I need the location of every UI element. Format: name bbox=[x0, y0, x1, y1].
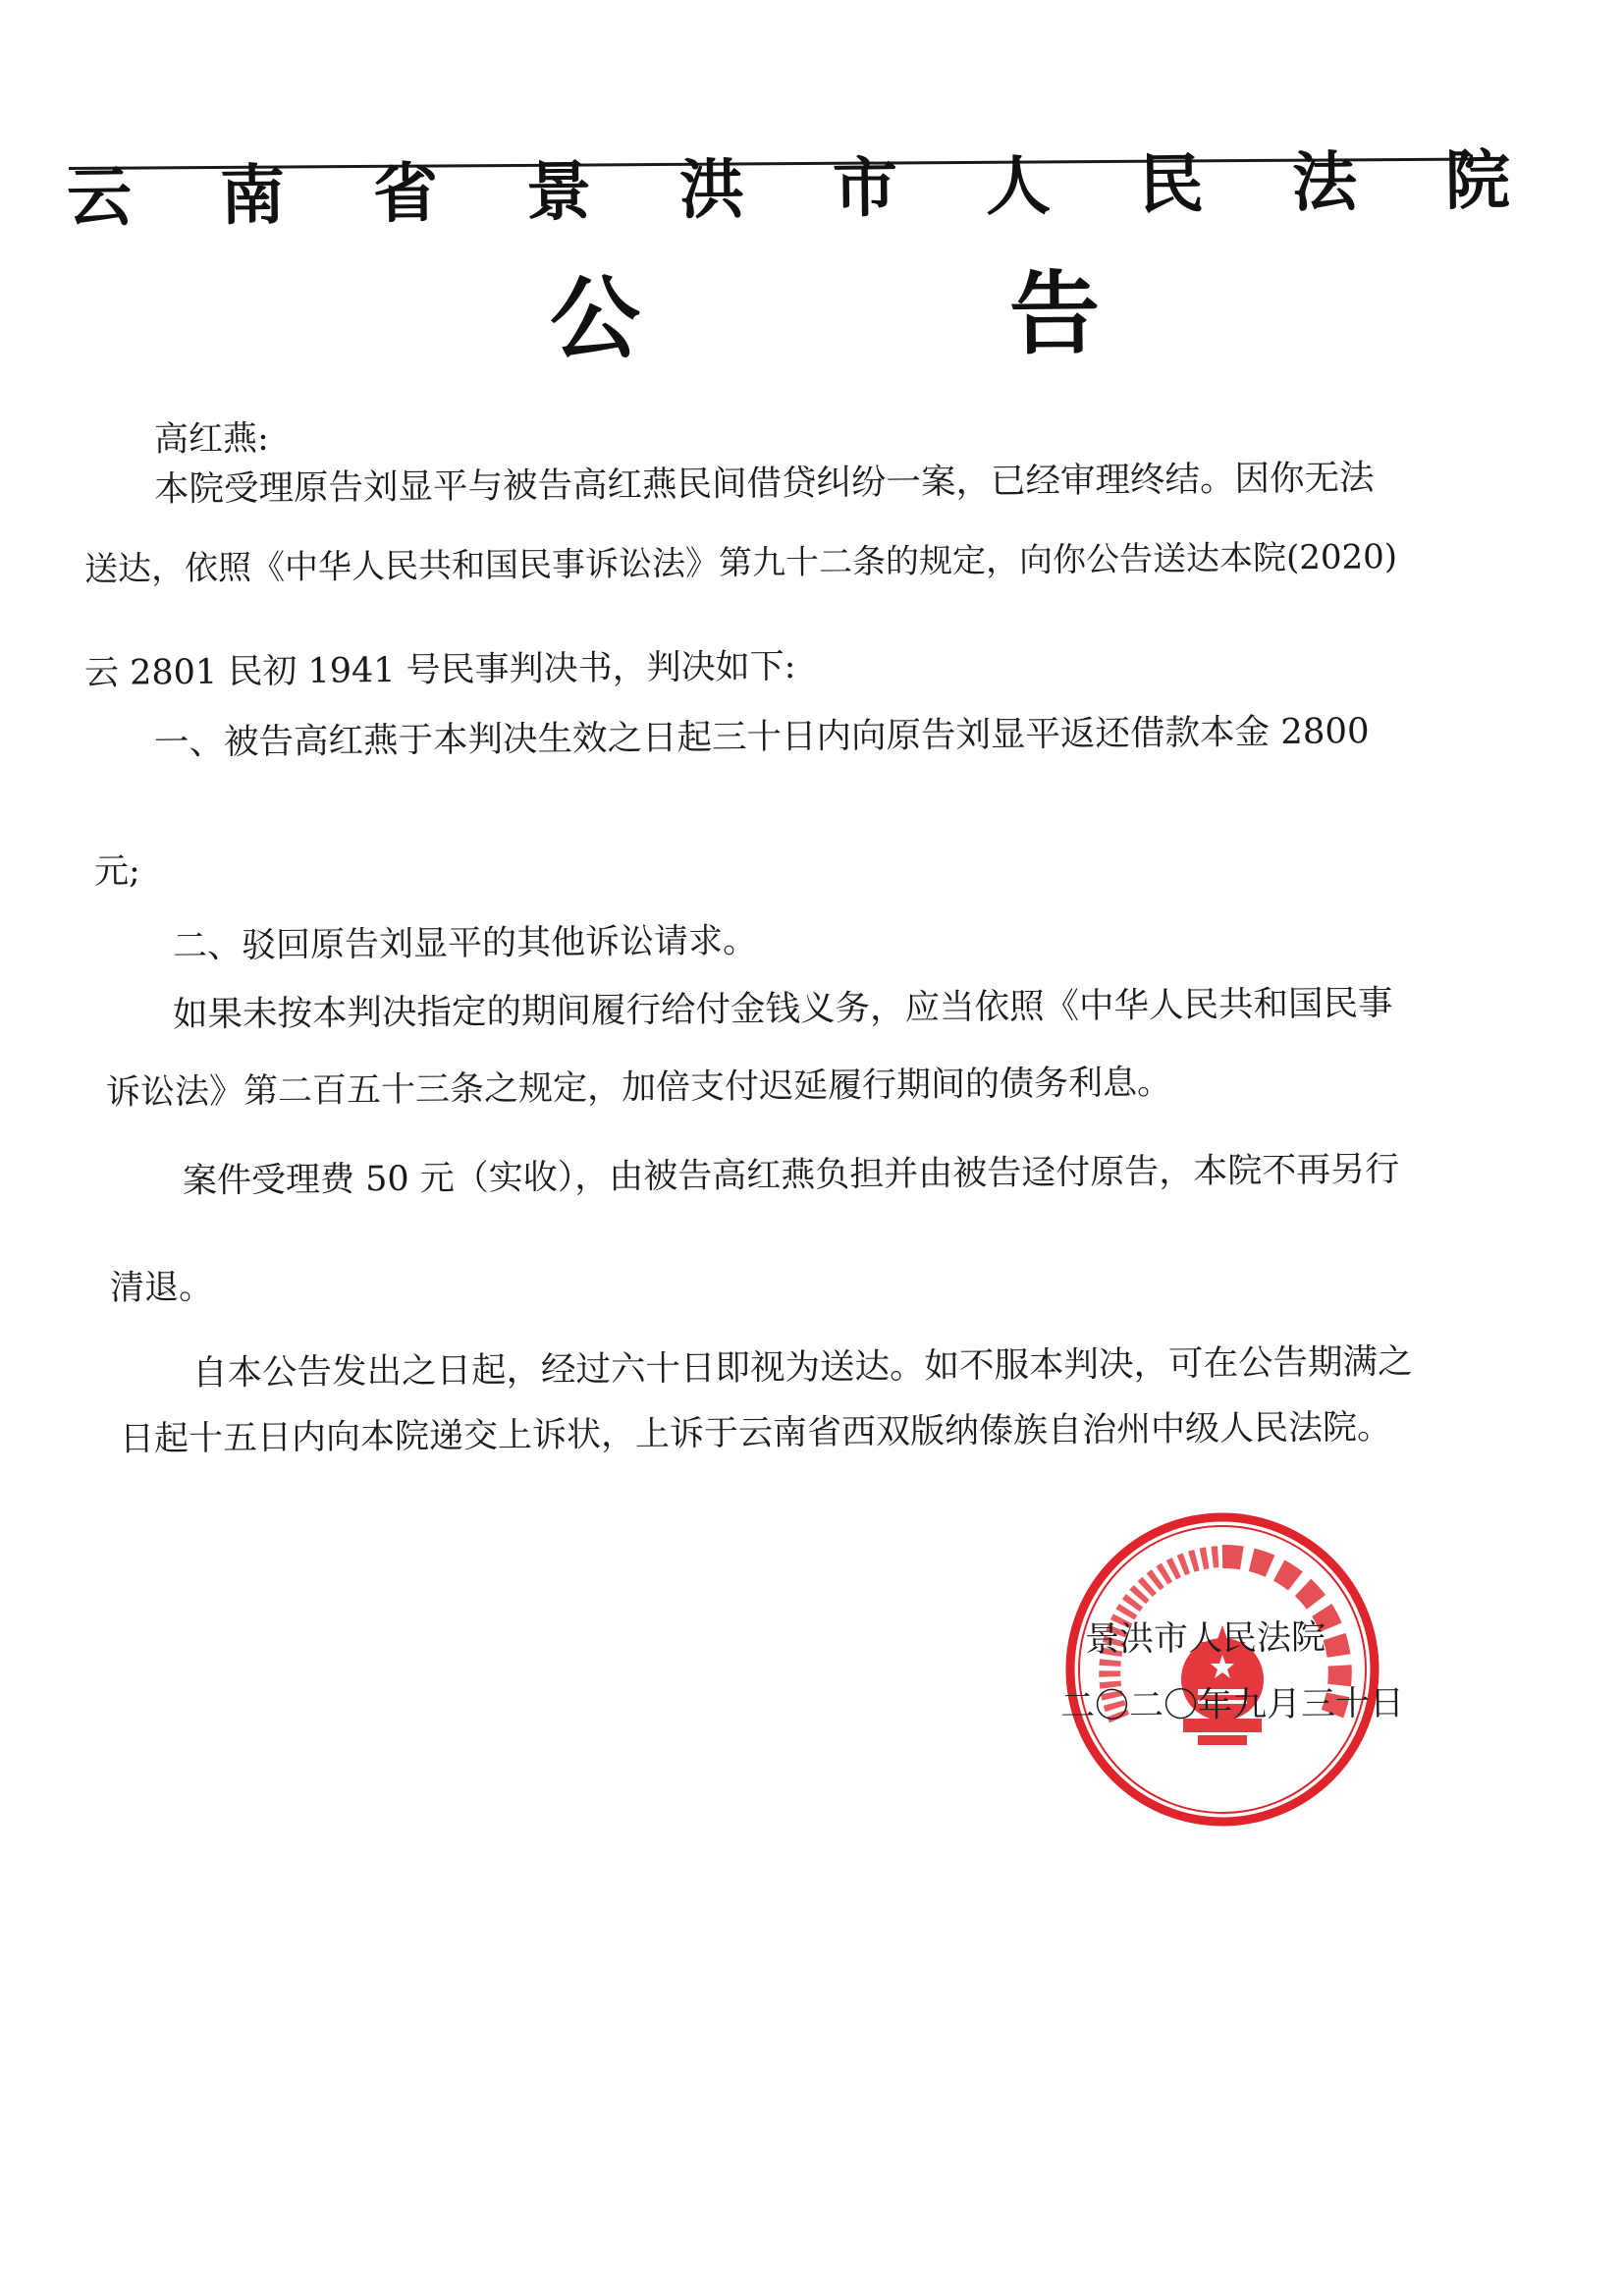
court-name-char: 院 bbox=[1444, 140, 1511, 219]
body-line: 送达，依照《中华人民共和国民事诉讼法》第九十二条的规定，向你公告送达本院(2020) bbox=[83, 537, 1398, 589]
court-name-char: 市 bbox=[832, 148, 898, 226]
body-line: 清退。 bbox=[109, 1267, 214, 1308]
body-line: 本院受理原告刘显平与被告高红燕民间借贷纠纷一案，已经审理终结。因你无法 bbox=[153, 458, 1375, 510]
title-char: 告 bbox=[1008, 260, 1101, 368]
notice-title bbox=[549, 247, 1100, 371]
body-line: 云 2801 民初 1941 号民事判决书，判决如下: bbox=[83, 647, 796, 693]
body-line: 自本公告发出之日起，经过六十日即视为送达。如不服本判决，可在公告期满之 bbox=[191, 1341, 1413, 1394]
signature-date: 二〇二〇年九月三十日 bbox=[1059, 1683, 1405, 1726]
body-line: 诉讼法》第二百五十三条之规定，加倍支付迟延履行期间的债务利息。 bbox=[105, 1063, 1172, 1113]
body-line: 案件受理费 50 元（实收），由被告高红燕负担并由被告迳付原告，本院不再另行 bbox=[182, 1150, 1400, 1201]
addressee: 高红燕: bbox=[153, 418, 270, 460]
body-line: 一、被告高红燕于本判决生效之日起三十日内向原告刘显平返还借款本金 2800 bbox=[153, 711, 1370, 763]
court-name-char: 洪 bbox=[678, 150, 745, 228]
court-name-char: 景 bbox=[525, 151, 592, 230]
court-name-char: 云 bbox=[66, 157, 133, 236]
court-name-heading bbox=[66, 120, 1510, 246]
court-name-char: 省 bbox=[372, 153, 439, 232]
body-line: 日起十五日内向本院递交上诉状，上诉于云南省西双版纳傣族自治州中级人民法院。 bbox=[119, 1407, 1392, 1459]
signature-court-name: 景洪市人民法院 bbox=[1084, 1617, 1326, 1660]
body-line: 如果未按本判决指定的期间履行给付金钱义务，应当依照《中华人民共和国民事 bbox=[172, 983, 1393, 1035]
body-line: 元; bbox=[93, 851, 141, 892]
court-name-char: 人 bbox=[985, 146, 1052, 225]
official-seal-icon bbox=[1060, 1507, 1384, 1831]
body-line: 二、驳回原告刘显平的其他诉讼请求。 bbox=[172, 921, 758, 966]
title-char: 公 bbox=[549, 264, 641, 372]
court-name-char: 民 bbox=[1138, 144, 1205, 223]
court-name-char: 法 bbox=[1291, 142, 1358, 221]
court-name-char: 南 bbox=[219, 155, 286, 234]
